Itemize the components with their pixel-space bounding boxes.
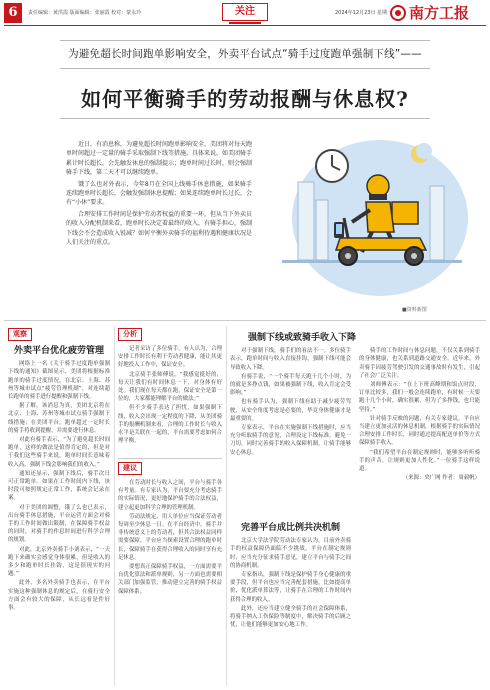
observe-heading: 外卖平台优化疲劳管理: [13, 346, 104, 356]
observe-tag: 观察: [8, 328, 32, 341]
title-top-rule: [60, 68, 430, 69]
body-paragraph: 有骑手说，“一个骑手每天跑十几个小时，为的就是多挣点钱，如果被强制下线，收入肯定会受影响。”: [230, 373, 351, 397]
page-header: [0, 0, 490, 28]
masthead: [390, 2, 469, 23]
body-paragraph: 要想真正保障骑手权益，一方面需要平台优化算法和派单规则，另一方面也需要相关部门加强监管，推动建立完善的骑手权益保障体系。: [118, 564, 222, 595]
body-paragraph: 骑手的工作时间与休息问题，不仅关系到骑手的身体健康，也关系到道路交通安全。近年来，外卖骑手因疲劳驾驶引发的交通事故时有发生，引起了社会广泛关注。: [359, 348, 480, 379]
section-divider: [118, 458, 222, 459]
forced-offline-section: [230, 328, 480, 483]
body-paragraph: 在劳动时长与收入之间，平台与骑手各有考量。有专家认为，平台要充分考虑骑手的实际情况，更好地保护骑手的合法权益，建立起更加科学合理的管理机制。: [118, 480, 222, 511]
title-bottom-rule: [60, 118, 430, 119]
analysis-column: [118, 328, 222, 446]
body-paragraph: 对于美团的调整，饿了么也已表示，出台骑手休息措施，平台运营方面会对骑手的工作时间做出限制，在保障骑手权益的同时，对骑手的作息时间进行科学合理的规划。: [8, 504, 110, 544]
delivery-rider-illustration: [270, 126, 470, 306]
body-paragraph: 据了解，该消息为真，美团北京将在北京、上海、苏州等城市试点骑手强制下线措施；在美团平台，跑单超过一定时长的骑手将收到提醒，并需要进行休息。: [8, 403, 110, 434]
article-subtitle: 为避免超长时间跑单影响安全，外卖平台试点“骑手过度跑单强制下线”——: [68, 48, 422, 60]
observe-column: [8, 328, 110, 613]
platform-heading: 完善平台成比例共决机制: [240, 523, 340, 533]
text-column: [359, 347, 480, 483]
analysis-tag: 分析: [118, 328, 142, 341]
building-icon: [316, 200, 328, 260]
road-line: [282, 260, 462, 263]
illustration-credit: ■资料新图: [402, 307, 427, 313]
forced-offline-body: [230, 347, 480, 483]
section-tab: 关注: [222, 3, 268, 21]
body-paragraph: 专家指出，强制下线是保护骑手身心健康的重要手段，但平台也应当完善配套措施，比如提高单价、优化派单算法等，让骑手在合理的工作时间内获得合理的收入。: [230, 572, 351, 603]
article-title: 如何平衡骑手的劳动报酬与休息权?: [81, 87, 409, 111]
suggestion-column: [118, 462, 222, 597]
page-number: 6: [4, 3, 22, 23]
wall-clock-icon: [316, 150, 348, 182]
body-paragraph: 对此有骑手表示，“为了避免超长时间跑单，这样的做法是值得肯定的，但是对于我们这些骑手来说，跑单时间长意味着收入高，强制下线会影响我们的收入。”: [8, 437, 110, 468]
building-icon: [298, 182, 314, 260]
article-lede: [66, 140, 252, 249]
forced-offline-heading: 强制下线或致骑手收入下降: [248, 333, 357, 343]
editor-credits: 责任编辑：黄洪霞 版面编辑：张丽霞 校对：蒙永玲: [28, 10, 142, 16]
body-paragraph: 北京骑手张师傅说，“我感觉挺好的，每天让我们有时间休息一下，对身体有好处。我们现在每天都在跑，保证安全是第一位的，大家都能理解平台的做法。”: [118, 371, 222, 403]
body-paragraph: 此外，多名外卖骑手也表示，在平台实施这种强制休息的规定后，在骑行安全方面会有较大的保障，从长远看是件好事。: [8, 580, 110, 612]
body-top-rule: [4, 320, 486, 321]
body-paragraph: “我们希望平台在制定规则时，能够多听听骑手的声音，让规则更加人性化。”一位骑手这样说道。: [359, 449, 480, 473]
body-paragraph: 也有骑手认为，强制下线有助于减少疲劳驾驶，从安全角度考虑是必要的，毕竟身体健康才是最重要的。: [230, 399, 351, 422]
building-icon: [430, 186, 444, 260]
body-paragraph: 但不少骑手表达了担忧，如果强制下线，收入会出现一定程度的下降，从美团骑手的报酬机制来看，合理的工作时长与收入水平是关联在一起的，平台需要考虑如何合理平衡。: [118, 405, 222, 445]
body-paragraph: 劳动法规定，用人单位应当保证劳动者每周至少休息一日。在平台经济中，骑手并非传统意义上的劳动者，但其合法权益同样需要保障。平台应当探索设置合理的跑单时长，保障骑手在获得合理收入的同时享有充足休息。: [118, 513, 222, 561]
lede-paragraph: 饿了么也对外表示，今年8月在全国上线骑手休息措施，如果骑手连续跑单时长超长，会触发强制休息提醒；如果连续跑单时长过长，会有“小休”要求。: [66, 180, 253, 207]
body-paragraph: 对此，北京外卖骑手小刘表示，“一天跑下来确实会感觉身体很累，但是收入的多少和跑单时长挂钩，这是很现实的问题。”: [8, 546, 110, 578]
lede-paragraph: 近日，有消息称，为避免超长时间跑单影响安全，美团将对每天跑单时间超过一定量的骑手采取强制下线等措施。具体来说，如美团骑手累计时长超长，会先触发休息的强制提示；跑单时间过长时，则会强制骑手下线，第二天才可以继续跑单。: [66, 141, 253, 177]
body-paragraph: 北京大学法学院劳动法专家认为，目前外卖骑手的权益保障仍面临不少挑战，平台在制定规则时，应当充分征求骑手意见，建立平台与骑手之间的协商机制。: [230, 538, 351, 569]
subtitle-top-rule: [60, 40, 430, 41]
suggestion-tag: 建议: [118, 462, 142, 475]
body-paragraph: 此外，还应当建立健全骑手的社会保障体系，将骑手纳入工伤保险等制度中，解决骑手的后顾之忧，让他们能够更加安心地工作。: [230, 605, 351, 629]
phone-icon: [334, 222, 344, 238]
body-paragraph: 网络上一名《关于骑手过度跑单强制下线的通知》截图显示，美团将根据标准跑单的骑手过度情况，在北京、上海、苏州等城市试点“疲劳管理机制”，对连续超长跑单的骑手进行提醒和强制下线。: [8, 361, 110, 401]
body-paragraph: 刘师傅表示：“在上下班高峰期和饭点时段，订单比较多，我们一般会连续跑单，有时候一天要跑十几个小时，确实很累，但为了多挣钱，也只能坚持。”: [359, 382, 480, 413]
body-paragraph: 对于强制下线，骑手们的看法不一。多位骑手表示，跑单时间与收入直接挂钩，强制下线可能会导致收入下降。: [230, 348, 351, 371]
column-divider: [226, 326, 227, 686]
text-column: [230, 347, 351, 483]
header-rule: [4, 25, 486, 26]
body-paragraph: 针对骑手反映的问题，有关专家建议，平台应当建立更加灵活的休息机制，根据骑手的实际情况合理安排工作时长，同时通过提高配送单价等方式保障骑手收入。: [359, 415, 480, 447]
body-paragraph: 通知还显示，强制下线后，骑手次日可正常跑单。如果在工作时间内下线，该时段可按照规定正常工作，系统会记录在案。: [8, 470, 110, 502]
body-paragraph: 专家表示，平台在实施强制下线措施时，应当充分听取骑手的意见，合理设定下线标准，避免一刀切，同时完善骑手的收入保障机制，让骑手能够安心休息。: [230, 425, 351, 456]
article-byline: （来源：央广网 作者：周毅帆）: [402, 475, 480, 482]
body-paragraph: 记者采访了多位骑手，有人认为，合理安排工作时长有利于劳动者健康，能让其更好地投入工作中，保证安全。: [118, 346, 222, 369]
column-divider: [114, 326, 115, 686]
platform-section: [230, 518, 351, 630]
masthead-name: 南方工报: [409, 4, 470, 22]
lede-paragraph: 合理安排工作时间是保护劳动者权益的重要一环，但从当下外卖员的收入分配机制来看，跑单时长决定着最终的收入，有骑手担心，强制下线会不会造成收入锐减？如何平衡外卖骑手的福利待遇和健康状况是人们关注的重点。: [66, 210, 253, 247]
masthead-logo-icon: [390, 5, 406, 21]
issue-date: 2024年12月23日 星期一: [335, 10, 393, 16]
